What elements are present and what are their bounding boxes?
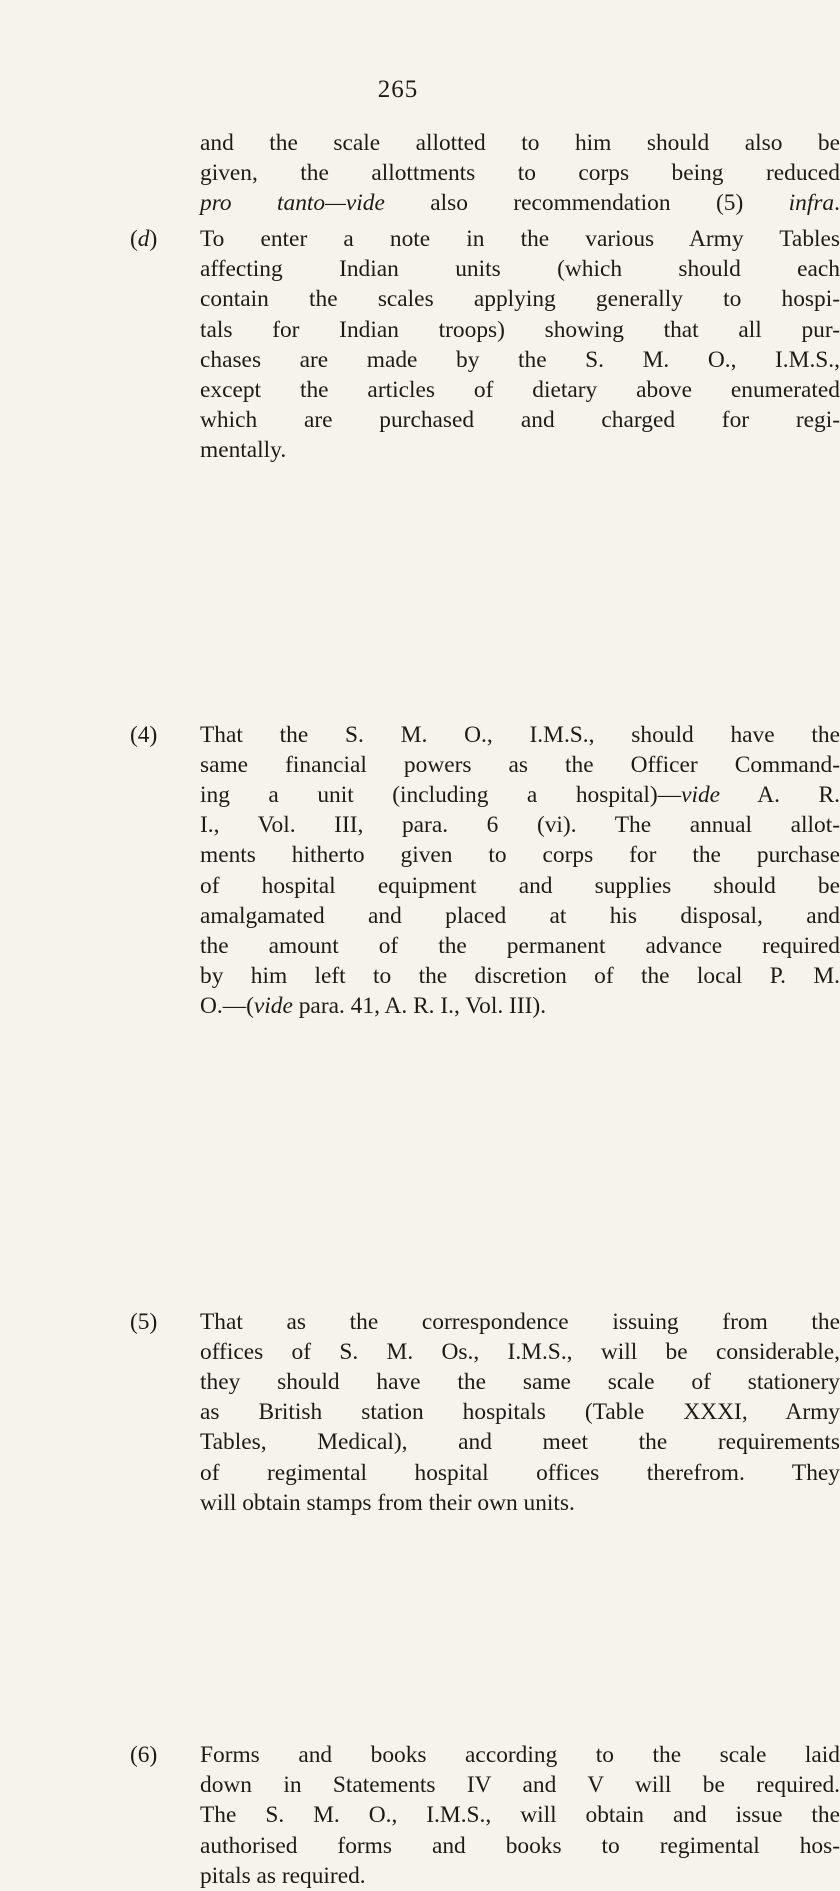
text-line: offices of S. M. Os., I.M.S., will be considerable, xyxy=(200,1338,840,1365)
marker-letter: d xyxy=(137,226,150,252)
text-line: the amount of the permanent advance required xyxy=(200,933,840,960)
paragraph-marker: (4) xyxy=(130,721,158,748)
text-line: pitals as required. xyxy=(200,1862,366,1889)
italic-text: infra xyxy=(788,190,835,217)
text-line: I., Vol. III, para. 6 (vi). The annual allot- xyxy=(200,812,840,839)
text-line: amalgamated and placed at his disposal, and xyxy=(200,902,840,929)
text-line: of regimental hospital offices therefrom. They xyxy=(200,1459,840,1486)
text-line: and the scale allotted to him should also be xyxy=(200,130,840,156)
text-line: of hospital equipment and supplies should be xyxy=(200,872,840,899)
text-line: That as the correspondence issuing from the xyxy=(200,1308,840,1335)
plain-text: O.—( xyxy=(200,993,254,1020)
plain-text: . xyxy=(834,190,840,217)
text-line: affecting Indian units (which should each xyxy=(200,256,840,283)
text-line: which are purchased and charged for regi- xyxy=(200,407,840,434)
continuation-paragraph xyxy=(130,128,840,219)
text-line xyxy=(200,991,840,1021)
paragraph-marker: (6) xyxy=(130,1742,158,1769)
text-line xyxy=(200,780,840,810)
text-line: chases are made by the S. M. O., I.M.S., xyxy=(200,346,840,373)
text-line: To enter a note in the various Army Tables xyxy=(200,226,840,252)
text-line: they should have the same scale of stationery xyxy=(200,1369,840,1396)
paragraph-d xyxy=(130,224,840,466)
text-line: Forms and books according to the scale laid xyxy=(200,1742,840,1769)
text-line: down in Statements IV and V will be required. xyxy=(200,1772,840,1799)
page-number: 265 xyxy=(377,76,419,103)
text-line: That the S. M. O., I.M.S., should have the xyxy=(200,721,840,748)
text-line: as British station hospitals (Table XXXI, Army xyxy=(200,1399,840,1426)
text-line: tals for Indian troops) showing that all pur- xyxy=(200,316,840,343)
text-line: same financial powers as the Officer Command- xyxy=(200,751,840,778)
italic-text: vide xyxy=(253,993,293,1020)
plain-text: A. R. xyxy=(720,782,840,809)
paragraph-4 xyxy=(130,720,840,1022)
text-line: authorised forms and books to regimental hos- xyxy=(200,1832,840,1859)
text-line: contain the scales applying generally to hospi- xyxy=(200,286,840,313)
plain-text: ing a unit (including a hospital)— xyxy=(200,782,682,809)
text-line: given, the allottments to corps being reduced xyxy=(200,160,840,187)
text-line: will obtain stamps from their own units. xyxy=(200,1489,575,1516)
italic-text: vide xyxy=(681,782,721,809)
italic-text: pro tanto—vide xyxy=(200,190,385,217)
text-line: Tables, Medical), and meet the requirements xyxy=(200,1429,840,1456)
plain-text: para. 41, A. R. I., Vol. III). xyxy=(292,993,547,1020)
text-line: The S. M. O., I.M.S., will obtain and issue the xyxy=(200,1802,840,1829)
text-line xyxy=(200,188,840,218)
text-line: except the articles of dietary above enumerated xyxy=(200,377,840,404)
text-line: ments hitherto given to corps for the purchase xyxy=(200,842,840,869)
paragraph-5 xyxy=(130,1307,840,1518)
paragraph-marker: (d) xyxy=(130,226,158,252)
text-line: by him left to the discretion of the local P. M. xyxy=(200,963,840,990)
plain-text: also recommendation (5) xyxy=(384,190,789,217)
paragraph-marker: (5) xyxy=(130,1308,158,1335)
text-line: mentally. xyxy=(200,437,287,464)
paragraph-6 xyxy=(130,1740,840,1891)
